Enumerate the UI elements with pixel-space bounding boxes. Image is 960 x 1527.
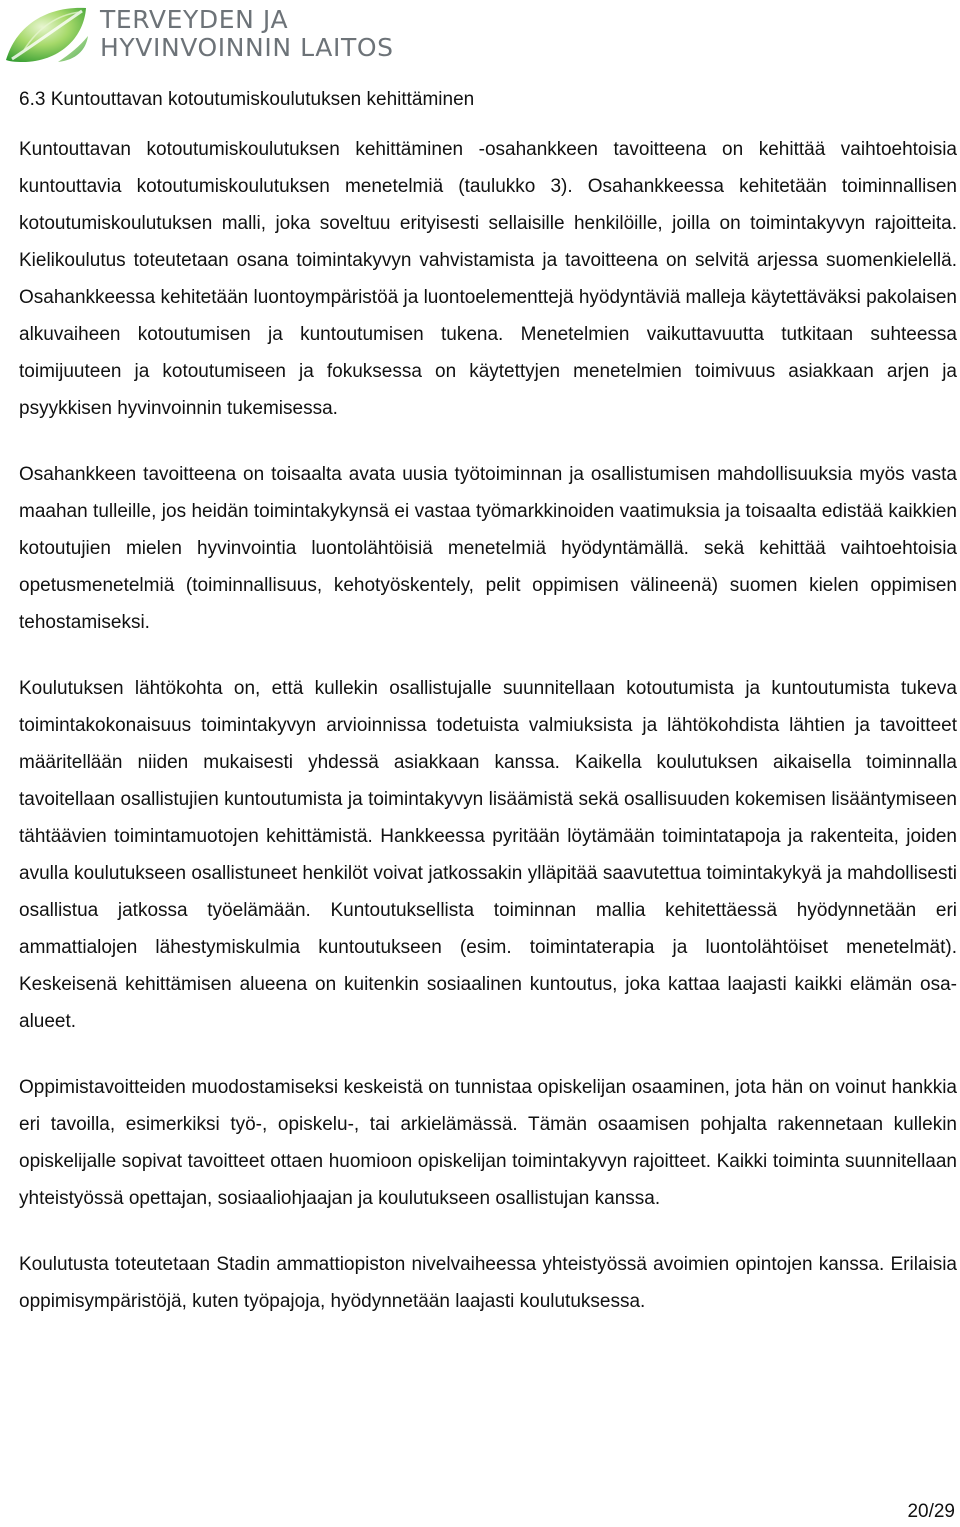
body-paragraph: Oppimistavoitteiden muodostamiseksi keskeistä on tunnistaa opiskelijan osaaminen, jota hän on voinut hankkia eri tavoilla, esimerkiksi työ-, opiskelu-, tai arkielämässä. Tämän osaamisen pohjalta rakennetaan kullekin opiskelijalle sopivat tavoitteet ottaen huomioon opiskelijan toimintakyvyn rajoitteet. Kaikki toiminta suunnitellaan yhteistyössä opettajan, sosiaaliohjaajan ja koulutukseen osallistujan kanssa.: [19, 1077, 957, 1209]
body-paragraph: Kuntouttavan kotoutumiskoulutuksen kehittäminen -osahankkeen tavoitteena on kehittää vaihtoehtoisia kuntouttavia kotoutumiskoulutuksen menetelmiä (taulukko 3). Osahankkeessa kehitetään toiminnallisen kotoutumiskoulutuksen malli, joka soveltuu erityisesti sellaisille henkilöille, joilla on toimintakyvyn rajoitteita. Kielikoulutus toteutetaan osana toimintakyvyn vahvistamista ja tavoitteena on selvitä arjessa suomenkielellä. Osahankkeessa kehitetään luontoympäristöä ja luontoelementtejä hyödyntäviä malleja käytettäväksi pakolaisen alkuvaiheen kotoutumisen ja kuntoutumisen tukena. Menetelmien vaikuttavuutta tutkitaan suhteessa toimijuuteen ja kotoutumiseen ja fokuksessa on käytettyjen menetelmien toimivuus asiakkaan arjen ja psyykkisen hyvinvoinnin tukemisessa.: [19, 139, 957, 419]
thl-leaf-logo-icon: [2, 2, 94, 66]
section-heading: 6.3 Kuntouttavan kotoutumiskoulutuksen kehittäminen: [19, 89, 475, 110]
page-header: [0, 0, 420, 70]
body-paragraph: Koulutuksen lähtökohta on, että kullekin osallistujalle suunnitellaan kotoutumista ja kuntoutumista tukeva toimintakokonaisuus toimintakyvyn arvioinnissa todetuista valmiuksista ja lähtökohdista lähtien ja tavoitteet määritellään niiden mukaisesti yhdessä asiakkaan kanssa. Kaikella koulutuksen aikaisella toiminnalla tavoitellaan osallistujien kuntoutumista ja toimintakyvyn lisäämistä sekä osallisuuden kokemisen lisääntymiseen tähtäävien toimintamuotojen kehittämistä. Hankkeessa pyritään löytämään toimintatapoja ja rakenteita, joiden avulla koulutukseen osallistuneet henkilöt voivat jatkossakin ylläpitää saavutettua toimintakykyä ja mahdollisesti osallistua jatkossa työelämään. Kuntoutuksellista toiminnan mallia kehitettäessä hyödynnetään eri ammattialojen lähestymiskulmia kuntoutukseen (esim. toimintaterapia ja luontolähtöiset menetelmät). Keskeisenä kehittämisen alueena on kuitenkin sosiaalinen kuntoutus, joka kattaa laajasti kaikki elämän osa-alueet.: [19, 678, 957, 1032]
section-body: [19, 131, 957, 1320]
organization-name: [100, 6, 394, 62]
organization-name-line-2: HYVINVOINNIN LAITOS: [100, 33, 394, 62]
organization-name-line-1: TERVEYDEN JA: [100, 5, 289, 34]
page-number: 20/29: [907, 1501, 955, 1522]
body-paragraph: Koulutusta toteutetaan Stadin ammattiopiston nivelvaiheessa yhteistyössä avoimien opintojen kanssa. Erilaisia oppimisympäristöjä, kuten työpajoja, hyödynnetään laajasti koulutuksessa.: [19, 1254, 957, 1312]
body-paragraph: Osahankkeen tavoitteena on toisaalta avata uusia työtoiminnan ja osallistumisen mahdollisuuksia myös vasta maahan tulleille, jos heidän toimintakykynsä ei vastaa työmarkkinoiden vaatimuksia ja toisaalta edistää kaikkien kotoutujien mielen hyvinvointia luontolähtöisiä menetelmiä hyödyntämällä. sekä kehittää vaihtoehtoisia opetusmenetelmiä (toiminnallisuus, kehotyöskentely, pelit oppimisen välineenä) suomen kielen oppimisen tehostamiseksi.: [19, 464, 957, 633]
